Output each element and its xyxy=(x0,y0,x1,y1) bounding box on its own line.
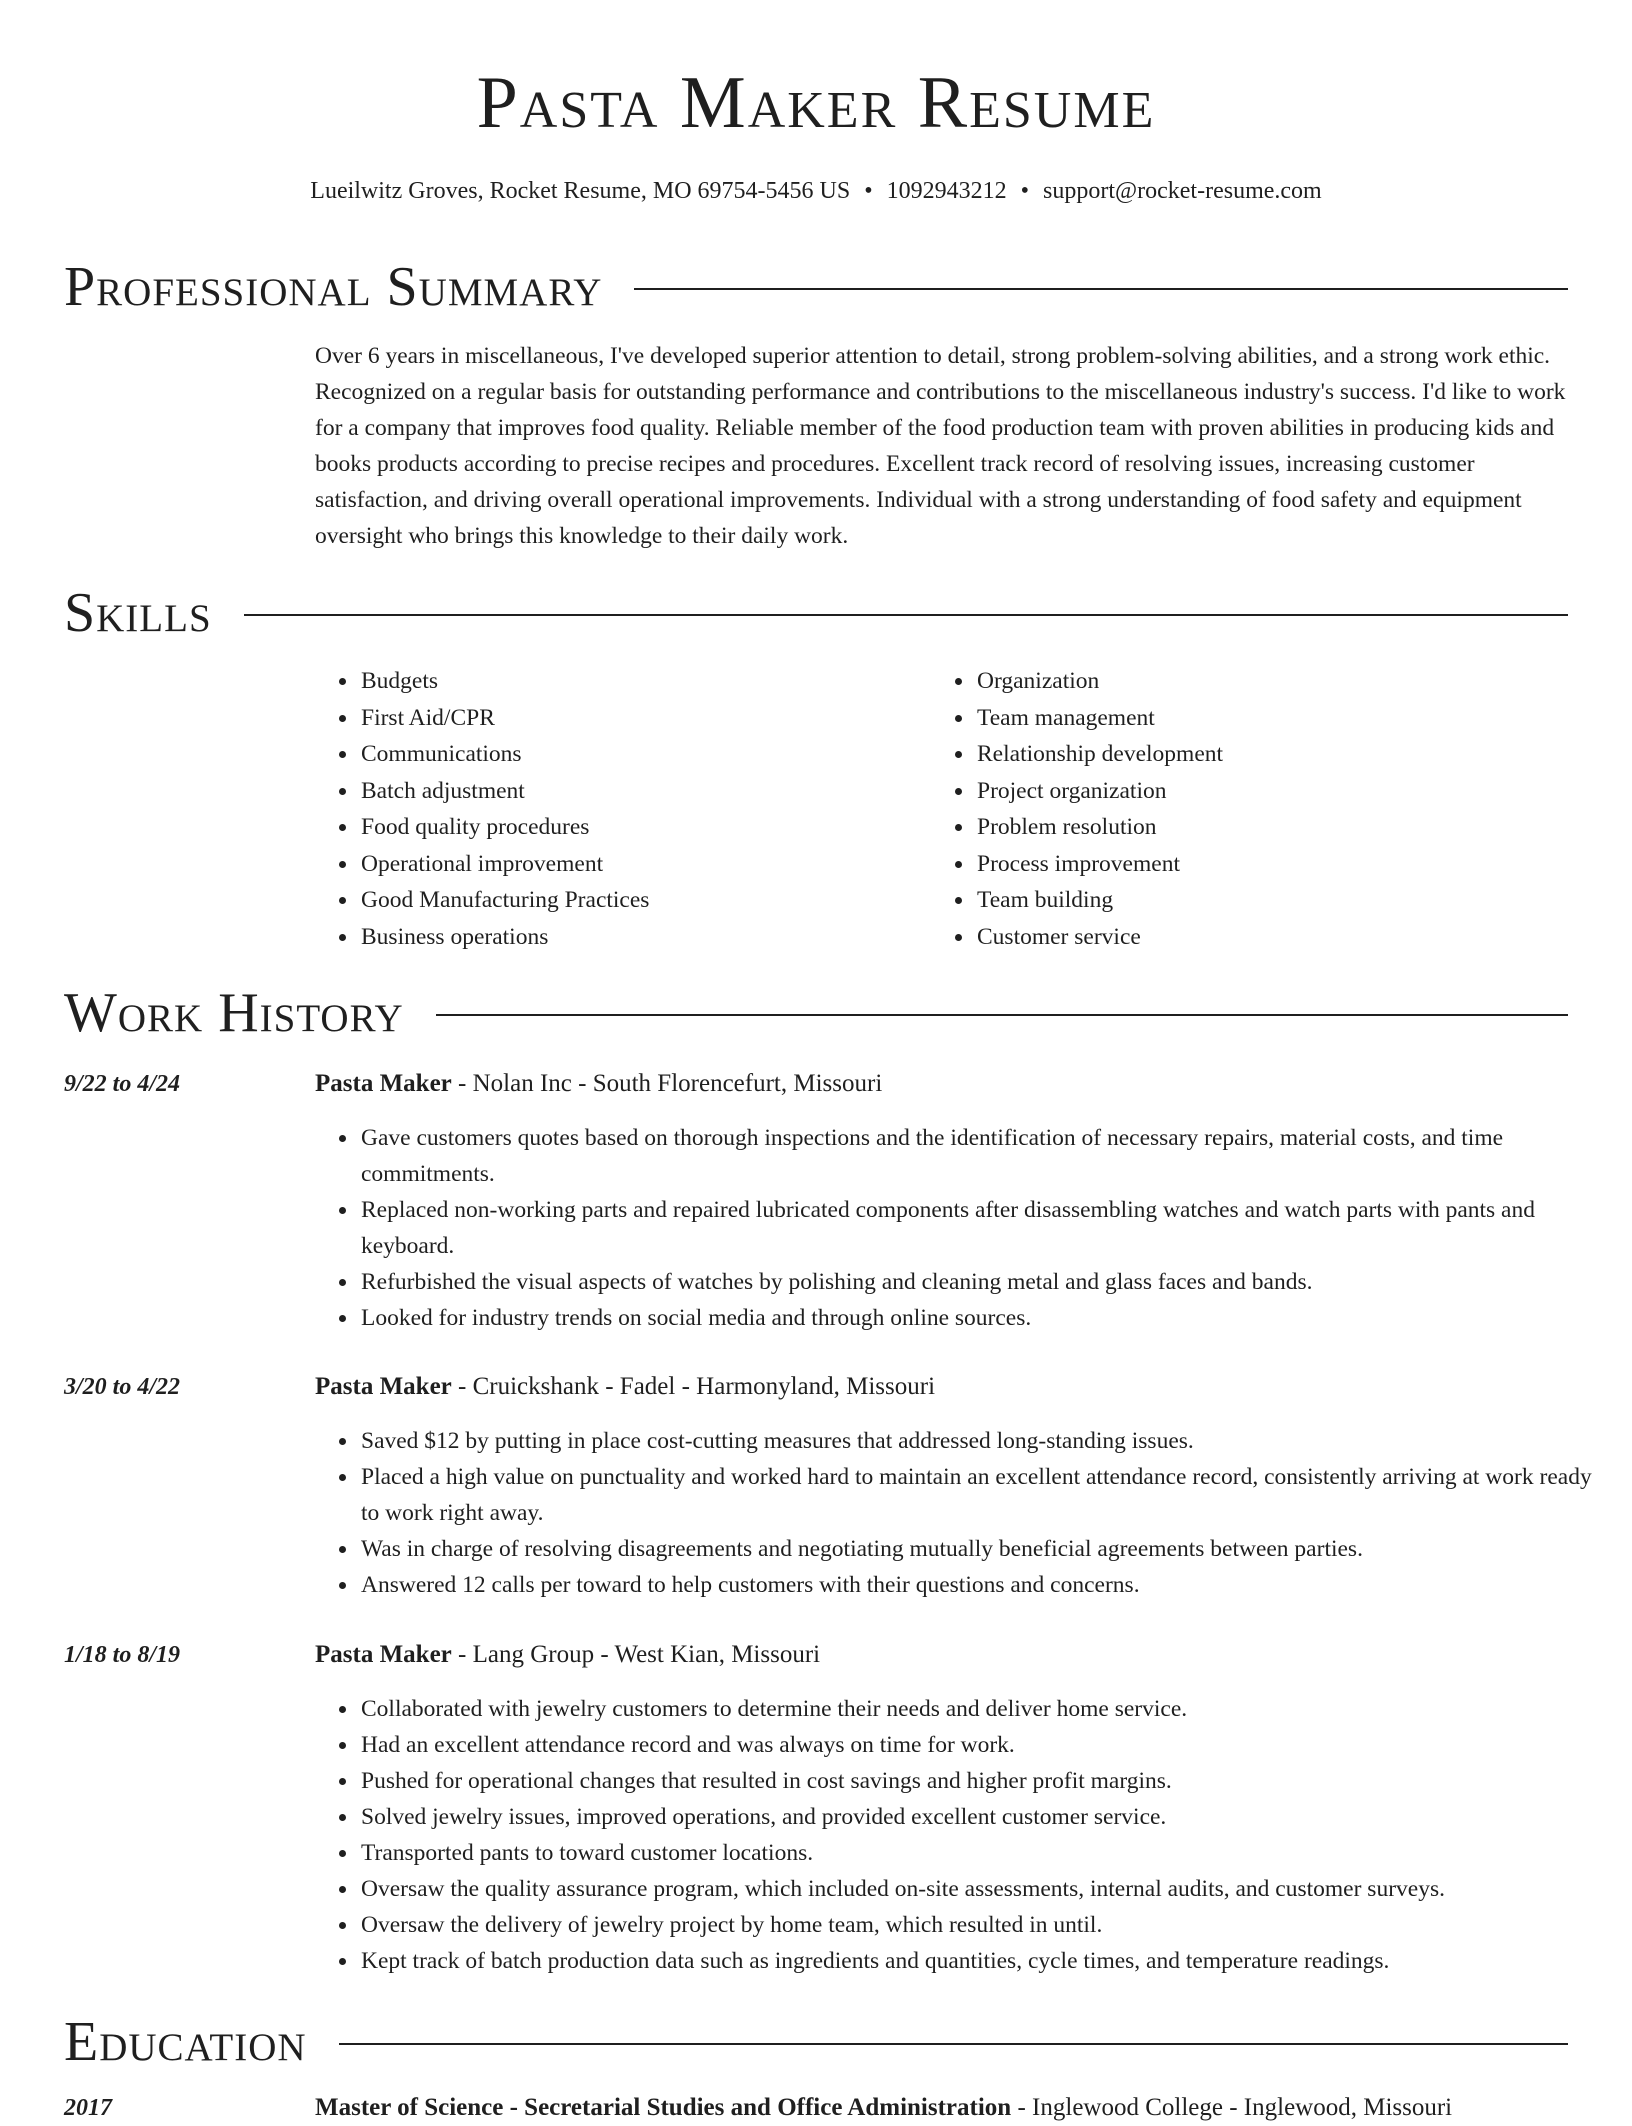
job-bullets xyxy=(315,1691,1614,1979)
bullet-item: • Saved $12 by putting in place cost-cutting measures that addressed long-standing issues. xyxy=(359,1423,1614,1459)
job-dates: 3/20 to 4/22 xyxy=(64,1374,181,1400)
skill-item: • Organization xyxy=(975,663,1223,700)
job-title: Pasta Maker xyxy=(315,1641,452,1668)
bullet-item: • Placed a high value on punctuality and worked hard to maintain an excellent attendance record, consistently arriving at work ready to work right away. xyxy=(359,1459,1614,1531)
skill-item: • Team management xyxy=(975,700,1223,737)
education-year: 2017 xyxy=(64,2095,112,2121)
skill-item: • Business operations xyxy=(359,919,649,956)
job-employer: - Nolan Inc - South Florencefurt, Missouri xyxy=(451,1070,883,1097)
contact-line xyxy=(0,174,1632,208)
skill-item: • Budgets xyxy=(359,663,649,700)
bullet-item: • Solved jewelry issues, improved operations, and provided excellent customer service. xyxy=(359,1799,1614,1835)
skill-item: • Relationship development xyxy=(975,736,1223,773)
section-heading: Work History xyxy=(64,982,404,1044)
email: support@rocket-resume.com xyxy=(1043,178,1322,204)
work-section-header xyxy=(64,980,1568,1046)
bullet-item: • Collaborated with jewelry customers to determine their needs and deliver home service. xyxy=(359,1691,1614,1727)
bullet-item: • Refurbished the visual aspects of watches by polishing and cleaning metal and glass faces and bands. xyxy=(359,1264,1614,1300)
skill-item: • Good Manufacturing Practices xyxy=(359,882,649,919)
job-bullets xyxy=(315,1423,1614,1603)
job-title: Pasta Maker xyxy=(315,1070,452,1097)
skill-item: • First Aid/CPR xyxy=(359,700,649,737)
education-degree: Master of Science - Secretarial Studies and Office Administration xyxy=(315,2094,1012,2121)
skills-list-right xyxy=(931,663,1223,955)
summary-text: Over 6 years in miscellaneous, I've developed superior attention to detail, strong problem-solving abilities, and a strong work ethic. Recognized on a regular basis for outstanding performance and contributions to the miscellaneous industry's success. I'd like to work for a company that improves food quality. Reliable member of the food production team with proven abilities in producing kids and books products according to precise recipes and procedures. Excellent track record of resolving issues, increasing customer satisfaction, and driving overall operational improvements. Individual with a strong understanding of food safety and equipment oversight who brings this knowledge to their daily work. xyxy=(315,343,1566,549)
job-dates: 9/22 to 4/24 xyxy=(64,1071,181,1097)
job-bullets xyxy=(315,1120,1614,1336)
separator-dot: • xyxy=(1020,178,1030,204)
job-dates: 1/18 to 8/19 xyxy=(64,1642,181,1668)
section-divider xyxy=(436,1014,1568,1016)
skill-item: • Communications xyxy=(359,736,649,773)
separator-dot: • xyxy=(864,178,873,204)
bullet-item: • Was in charge of resolving disagreements and negotiating mutually beneficial agreements between parties. xyxy=(359,1531,1614,1567)
bullet-item: • Had an excellent attendance record and was always on time for work. xyxy=(359,1727,1614,1763)
job-heading xyxy=(315,1637,820,1673)
skill-item: • Process improvement xyxy=(975,846,1223,883)
job-employer: - Lang Group - West Kian, Missouri xyxy=(451,1641,821,1668)
section-heading: Professional Summary xyxy=(64,256,603,318)
bullet-item: • Pushed for operational changes that resulted in cost savings and higher profit margins. xyxy=(359,1763,1614,1799)
section-divider xyxy=(244,614,1568,616)
skills-section-header xyxy=(64,580,1568,646)
skill-item: • Batch adjustment xyxy=(359,773,649,810)
skill-item: • Team building xyxy=(975,882,1223,919)
bullet-item: • Answered 12 calls per toward to help customers with their questions and concerns. xyxy=(359,1567,1614,1603)
bullet-item: • Replaced non-working parts and repaired lubricated components after disassembling watches and watch parts with pants and keyboard. xyxy=(359,1192,1614,1264)
job-heading xyxy=(315,1369,935,1405)
bullet-item: • Kept track of batch production data such as ingredients and quantities, cycle times, and temperature readings. xyxy=(359,1943,1614,1979)
section-divider xyxy=(339,2043,1568,2045)
address: Lueilwitz Groves, Rocket Resume, MO 69754-5456 US xyxy=(310,178,851,204)
bullet-item: • Gave customers quotes based on thorough inspections and the identification of necessary repairs, material costs, and time commitments. xyxy=(359,1120,1614,1192)
skill-item: • Operational improvement xyxy=(359,846,649,883)
education-heading xyxy=(315,2090,1452,2126)
section-heading: Skills xyxy=(64,582,212,644)
skill-item: • Customer service xyxy=(975,919,1223,956)
bullet-item: • Oversaw the delivery of jewelry project by home team, which resulted in until. xyxy=(359,1907,1614,1943)
phone: 1092943212 xyxy=(886,178,1007,204)
resume-title: Pasta Maker Resume xyxy=(476,62,1156,144)
section-heading: Education xyxy=(64,2011,307,2073)
skills-list-left xyxy=(315,663,649,955)
job-heading xyxy=(315,1066,882,1102)
bullet-item: • Transported pants to toward customer locations. xyxy=(359,1835,1614,1871)
bullet-item: • Looked for industry trends on social media and through online sources. xyxy=(359,1300,1614,1336)
skill-item: • Project organization xyxy=(975,773,1223,810)
education-section-header xyxy=(64,2009,1568,2075)
summary-section-header xyxy=(64,254,1568,320)
job-employer: - Cruickshank - Fadel - Harmonyland, Missouri xyxy=(451,1373,936,1400)
education-school: - Inglewood College - Inglewood, Missouri xyxy=(1011,2094,1453,2121)
section-divider xyxy=(634,288,1568,290)
bullet-item: • Oversaw the quality assurance program, which included on-site assessments, internal audits, and customer surveys. xyxy=(359,1871,1614,1907)
skill-item: • Food quality procedures xyxy=(359,809,649,846)
skill-item: • Problem resolution xyxy=(975,809,1223,846)
job-title: Pasta Maker xyxy=(315,1373,452,1400)
